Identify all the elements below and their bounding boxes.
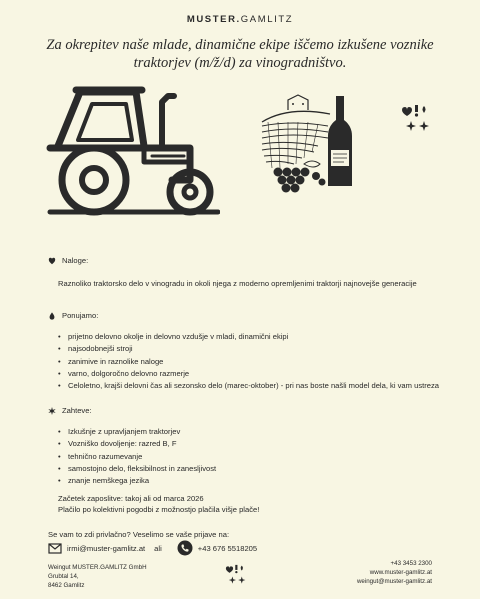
naloge-text: Raznoliko traktorsko delo v vinogradu in okoli njega z moderno opremljenimi traktorji najnovejše generacije	[58, 279, 417, 288]
footer-mail[interactable]: weingut@muster-gamlitz.at	[356, 578, 432, 585]
brand-wordmark	[0, 14, 480, 25]
heart-icon	[48, 257, 56, 265]
section-zahteve	[48, 405, 448, 487]
star-icon	[48, 407, 56, 415]
list-item: • Izkušnje z upravljanjem traktorjev	[58, 426, 448, 437]
list-item: • znanje nemškega jezika	[58, 475, 448, 486]
footer-company: Weingut MUSTER.GAMLITZ GmbH	[48, 564, 147, 571]
ponujamo-list	[58, 331, 448, 391]
contact-phone[interactable]: +43 676 5518205	[197, 543, 258, 553]
footer-phone[interactable]: +43 3453 2300	[390, 560, 432, 567]
headline: Za okrepitev naše mlade, dinamične ekipe iščemo izkušene voznike traktorjev (m/ž/d) za vinogradništvo.	[46, 37, 434, 71]
start-date: Začetek zaposlitve: takoj ali od marca 2026	[58, 494, 204, 503]
contact-or: ali	[154, 543, 162, 553]
section-ponujamo	[48, 310, 448, 392]
phone-icon	[177, 540, 193, 556]
zahteve-title: Zahteve:	[62, 406, 92, 415]
drop-icon	[48, 312, 56, 320]
zahteve-list	[58, 426, 448, 486]
tractor-icon	[40, 84, 220, 219]
contact-question: Se vam to zdi privlačno? Veselimo se vaše prijave na:	[48, 530, 230, 539]
footer-logo-icon	[223, 564, 249, 586]
contact-email[interactable]: irmi@muster-gamlitz.at	[67, 543, 146, 553]
footer-city: 8462 Gamlitz	[48, 582, 85, 589]
list-item: • prijetno delovno okolje in delovno vzdušje v mladi, dinamični ekipi	[58, 331, 448, 342]
start-info	[58, 493, 259, 515]
brand-part2: GAMLITZ	[240, 14, 294, 25]
footer-web[interactable]: www.muster-gamlitz.at	[369, 569, 432, 576]
footer-address	[48, 563, 147, 590]
brand-part1: MUSTER	[186, 14, 237, 25]
mail-icon	[48, 542, 62, 554]
ponujamo-title: Ponujamo:	[62, 311, 99, 320]
list-item: • zanimive in raznolike naloge	[58, 356, 448, 367]
section-naloge	[48, 255, 448, 289]
brand-dot: .	[236, 14, 241, 25]
list-item: • Vozniško dovoljenje: razred B, F	[58, 438, 448, 449]
list-item: • varno, dolgoročno delovno razmerje	[58, 368, 448, 379]
salary-note: Plačilo po kolektivni pogodbi z možnostjo plačila višje plače!	[58, 505, 260, 514]
section-header	[48, 310, 448, 321]
section-header	[48, 405, 448, 416]
footer-contact	[357, 559, 432, 586]
list-item: • Celoletno, krajši delovni čas ali sezonsko delo (marec-oktober) - pri nas boste našli model dela, ki vam ustreza	[58, 380, 448, 391]
list-item: • najsodobnejši stroji	[58, 343, 448, 354]
contact-row	[48, 540, 257, 556]
list-item: • tehnično razumevanje	[58, 451, 448, 462]
brand-logo-icon	[398, 104, 434, 134]
list-item: • samostojno delo, fleksibilnost in zanesljivost	[58, 463, 448, 474]
section-header	[48, 255, 448, 266]
naloge-title: Naloge:	[62, 256, 89, 265]
vineyard-wine-icon	[258, 92, 358, 194]
footer-street: Grubtal 14,	[48, 573, 79, 580]
